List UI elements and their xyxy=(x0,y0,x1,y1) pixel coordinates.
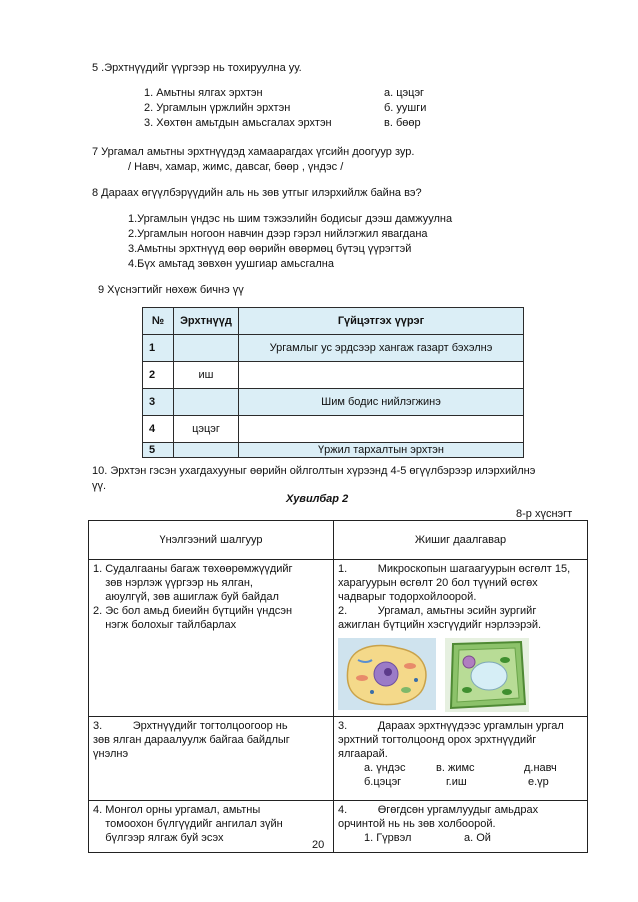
table-row xyxy=(143,362,524,389)
rubric-table xyxy=(88,520,588,853)
rubric-options-row xyxy=(338,775,583,789)
q5-item-right: а. цэцэг xyxy=(384,87,425,99)
q5-item-right: в. бөөр xyxy=(384,117,421,129)
q9-row-num: 3 xyxy=(143,389,174,416)
rubric-text: 3. Дараах эрхтнүүдээс ургамлын ургал xyxy=(338,720,564,732)
page-number: 20 xyxy=(312,839,325,851)
rubric-options-row xyxy=(338,831,583,845)
q10-line2: үү. xyxy=(92,480,107,492)
q8-item: 3.Амьтны эрхтнүүд өөр өөрийн өвөрмөц бүтэц үүрэгтэй xyxy=(128,243,412,255)
rubric-text: 1. Судалгааны багаж төхөөрөмжүүдийг xyxy=(93,563,293,575)
q9-row-function[interactable] xyxy=(239,362,524,389)
rubric-text: 4. Өгөгдсөн ургамлуудыг амьдрах xyxy=(338,804,539,816)
variant-title: Хувилбар 2 xyxy=(286,493,349,505)
q9-row-organ[interactable] xyxy=(174,389,239,416)
rubric-text: ялгаарай. xyxy=(338,748,388,760)
q9-table xyxy=(142,307,524,458)
rubric-text: үнэлнэ xyxy=(93,748,129,760)
rubric-criteria-cell xyxy=(89,717,334,801)
table-row xyxy=(89,801,588,853)
q9-row-function: Шим бодис нийлэгжинэ xyxy=(239,389,524,416)
q7-words: / Навч, хамар, жимс, давсаг, бөөр , үндэс / xyxy=(128,161,344,173)
q9-row-num: 1 xyxy=(143,335,174,362)
q9-row-organ: иш xyxy=(174,362,239,389)
rubric-text: зөв ялган дараалуулж байгаа байдлыг xyxy=(93,734,290,746)
q5-item-left: 2. Ургамлын үржлийн эрхтэн xyxy=(144,102,291,114)
rubric-text: 4. Монгол орны ургамал, амьтны xyxy=(93,804,261,816)
q5-item-left: 1. Амьтны ялгах эрхтэн xyxy=(144,87,263,99)
rubric-col-criteria: Үнэлгээний шалгуур xyxy=(89,521,334,560)
table-row xyxy=(143,443,524,458)
rubric-task-cell xyxy=(334,717,588,801)
q9-row-num: 4 xyxy=(143,416,174,443)
rubric-criteria-cell xyxy=(89,560,334,717)
q7-title: 7 Ургамал амьтны эрхтнүүдэд хамаарагдах үгсийн доогуур зур. xyxy=(92,146,415,158)
rubric-task-cell xyxy=(334,560,588,717)
rubric-text: нэгж болохыг тайлбарлах xyxy=(93,619,237,631)
table-label: 8-р хүснэгт xyxy=(516,508,573,520)
rubric-option: д.навч xyxy=(524,762,557,774)
rubric-text: ажиглан бүтцийн хэсгүүдийг нэрлээрэй. xyxy=(338,619,542,631)
rubric-option: б.цэцэг xyxy=(364,776,402,788)
rubric-text: 2. Ургамал, амьтны эсийн зургийг xyxy=(338,605,537,617)
rubric-text: чадварыг тодорхойлоорой. xyxy=(338,591,477,603)
plant-cell-image xyxy=(445,638,529,712)
q9-row-organ[interactable] xyxy=(174,443,239,458)
q5-item-left: 3. Хөхтөн амьтдын амьсгалах эрхтэн xyxy=(144,117,332,129)
rubric-task-cell xyxy=(334,801,588,853)
q8-item: 2.Ургамлын ногоон навчин дээр гэрэл нийлэгжил явагдана xyxy=(128,228,428,240)
q9-row-num: 2 xyxy=(143,362,174,389)
rubric-text: зөв нэрлэж үүргээр нь ялган, xyxy=(93,577,253,589)
q9-header-organ: Эрхтнүүд xyxy=(174,308,239,335)
rubric-text: орчинтой нь нь зөв холбоорой. xyxy=(338,818,496,830)
q5-title: 5 .Эрхтнүүдийг үүргээр нь тохируулна уу. xyxy=(92,62,302,74)
q5-item-right: б. уушги xyxy=(384,102,427,114)
rubric-text: харагуурын өсгөлт 20 бол түүний өсгөх xyxy=(338,577,538,589)
animal-cell-image xyxy=(338,638,436,710)
table-row xyxy=(89,717,588,801)
rubric-option: а. үндэс xyxy=(364,762,406,774)
table-row xyxy=(89,560,588,717)
table-row xyxy=(143,416,524,443)
q9-row-function: Үржил тархалтын эрхтэн xyxy=(239,443,524,458)
rubric-option: 1. Гүрвэл xyxy=(364,832,412,844)
rubric-option: а. Ой xyxy=(464,832,491,844)
rubric-text: 3. Эрхтнүүдийг тогтолцоогоор нь xyxy=(93,720,288,732)
rubric-col-tasks: Жишиг даалгавар xyxy=(334,521,588,560)
q9-header-function: Гүйцэтгэх үүрэг xyxy=(239,308,524,335)
q9-row-organ[interactable] xyxy=(174,335,239,362)
q9-table-header xyxy=(143,308,524,335)
rubric-options-row xyxy=(338,761,583,775)
rubric-text: бүлгээр ялгаж буй эсэх xyxy=(93,832,224,844)
q9-title: 9 Хүснэгтийг нөхөж бичнэ үү xyxy=(98,284,244,296)
rubric-text: томоохон бүлгүүдийг ангилал зүйн xyxy=(93,818,283,830)
rubric-text: эрхтний тогтолцоонд орох эрхтнүүдийг xyxy=(338,734,537,746)
rubric-option: в. жимс xyxy=(436,762,475,774)
rubric-text: 1. Микроскопын шагаагуурын өсгөлт 15, xyxy=(338,563,571,575)
rubric-option: е.үр xyxy=(528,776,549,788)
q8-item: 1.Ургамлын үндэс нь шим тэжээлийн бодисыг дээш дамжуулна xyxy=(128,213,453,225)
rubric-criteria-cell xyxy=(89,801,334,853)
rubric-text: 2. Эс бол амьд биеийн бүтцийн үндсэн xyxy=(93,605,293,617)
rubric-text: аюулгүй, зөв ашиглаж буй байдал xyxy=(93,591,279,603)
table-row xyxy=(143,335,524,362)
q8-item: 4.Бүх амьтад зөвхөн уушгиар амьсгална xyxy=(128,258,334,270)
table-row xyxy=(143,389,524,416)
q10-line1: 10. Эрхтэн гэсэн ухагдахууныг өөрийн ойлголтын хүрээнд 4-5 өгүүлбэрээр илэрхийлнэ xyxy=(92,465,536,477)
q8-title: 8 Дараах өгүүлбэрүүдийн аль нь зөв утгыг илэрхийлж байна вэ? xyxy=(92,187,422,199)
q9-row-organ: цэцэг xyxy=(174,416,239,443)
q9-row-num: 5 xyxy=(143,443,174,458)
rubric-option: г.иш xyxy=(446,776,467,788)
rubric-header xyxy=(89,521,588,560)
q9-header-num: № xyxy=(143,308,174,335)
q9-row-function[interactable] xyxy=(239,416,524,443)
q9-row-function: Ургамлыг ус эрдсээр хангаж газарт бэхэлнэ xyxy=(239,335,524,362)
